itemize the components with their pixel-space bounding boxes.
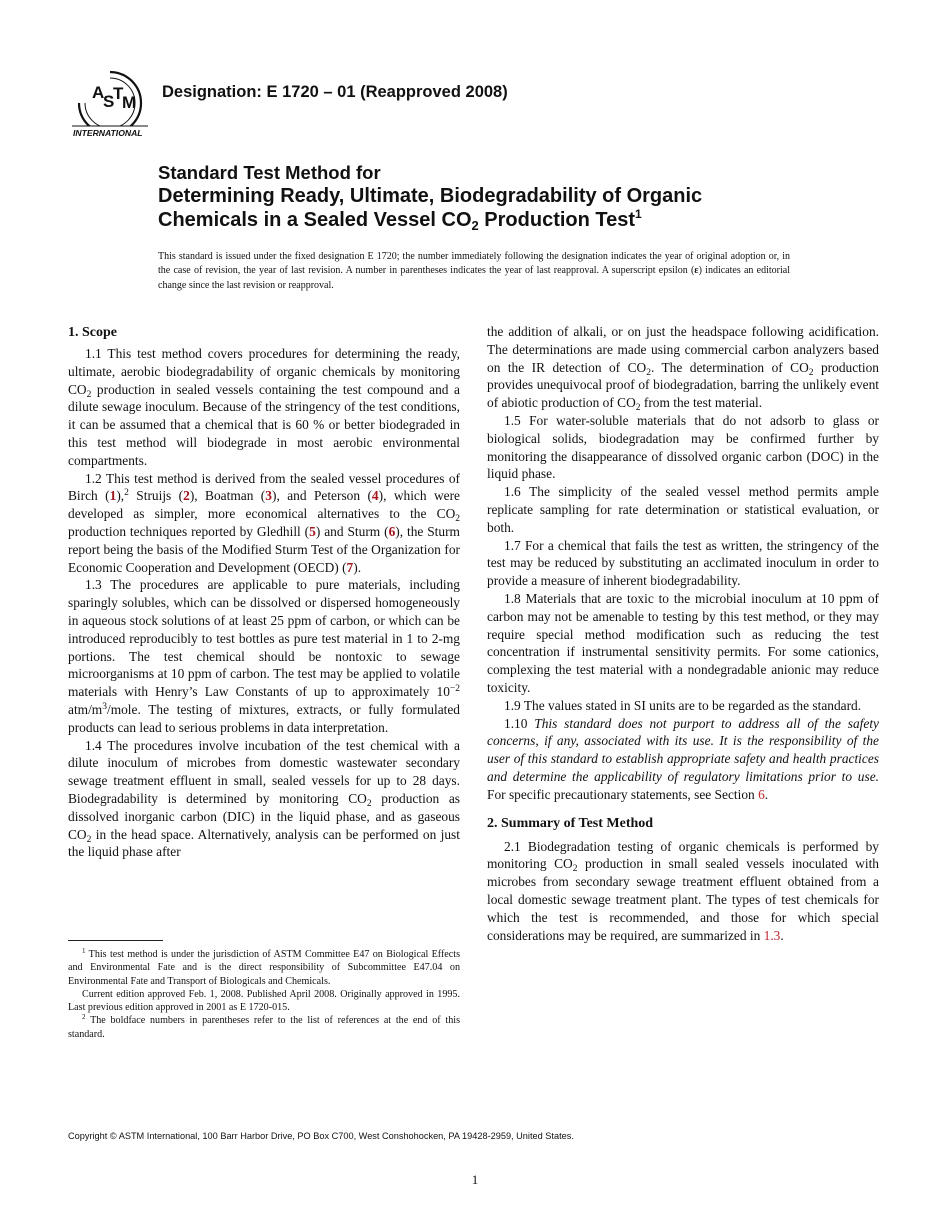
reference-link[interactable]: 6 [388,523,396,539]
footnote-divider [68,940,163,941]
footnote-1: $^1$ This test method is under the jurisdiction of ASTM Committee E47 on Biological Effects and Environmental Fate and is the direct responsibility of Subcommittee E47.04 on Environmental Fate and Transport of Biologicals and Chemicals. [68,947,460,987]
footnotes [68,948,460,1041]
astm-logo [70,68,150,140]
section-link[interactable]: 1.3 [763,927,781,943]
reference-link[interactable]: 7 [346,559,354,575]
reference-link[interactable]: 1 [109,488,117,504]
designation: Designation: E 1720 – 01 (Reapproved 2008) [162,83,508,101]
title-line-3: Chemicals in a Sealed Vessel $CO_2$ Production Test$^1$ [158,207,642,233]
section-heading-scope: 1. Scope [68,325,117,340]
paragraph-1-1: 1.1 This test method covers procedures for determining the ready, ultimate, aerobic biodegradability of organic chemicals by monitoring $CO_2$ production in sealed vessels containing the test compound and a dilute sewage inoculum. Because of the stringency of the test conditions, it can be assumed that a chemical that is 60 % or better biodegraded in this test method will biodegrade in most aerobic environmental compartments. [68,346,460,468]
paragraph-1-7: 1.7 For a chemical that fails the test as written, the stringency of the test may be reduced by substituting an acclimated inoculum in order to provide a measure of inherent biodegradability. [487,537,879,589]
footnote-marker[interactable]: 1 [635,207,642,221]
page-number: 1 [471,1172,479,1187]
reference-link[interactable]: 2 [183,488,190,504]
paragraph-1-9: 1.9 The values stated in SI units are to be regarded as the standard. [504,697,862,713]
footnote-marker[interactable]: 2 [124,488,129,499]
paragraph-1-5: 1.5 For water-soluble materials that do not adsorb to glass or biological solids, biodegradation may be confirmed further by monitoring the disappearance of dissolved organic carbon (DOC) in the liquid phase. [487,412,879,482]
document-title [158,162,858,232]
footnote-1-edition: Current edition approved Feb. 1, 2008. Published April 2008. Originally approved in 1995. Last previous edition approved in 2001 as E 1720-015. [68,988,460,1014]
paragraph-1-2: 1.2 This test method is derived from the sealed vessel procedures of Birch (1),$^2$ Struijs (2), Boatman (3), and Peterson (4), which were developed as simpler, more economical alternatives to the $CO_2$ production techniques reported by Gledhill (5) and Sturm (6), the Sturm report being the basis of the Modified Sturm Test of the Organization for Economic Cooperation and Development (OECD) (7). [68,470,460,575]
svg-text:M: M [122,93,137,112]
title-line-2: Determining Ready, Ultimate, Biodegradability of Organic [158,185,703,207]
svg-text:A: A [92,83,105,102]
footnote-2: $^2$ The boldface numbers in parentheses refer to the list of references at the end of this standard. [68,1013,460,1040]
issuance-notice: This standard is issued under the fixed designation E 1720; the number immediately following the designation indicates the year of original adoption or, in the case of revision, the year of last revision. A number in parentheses indicates the year of last reapproval. A superscript epsilon (ε) indicates an editorial change since the last revision or reapproval. [158,251,790,291]
section-heading-summary: 2. Summary of Test Method [487,815,654,831]
left-column [68,323,460,861]
svg-text:T: T [113,84,124,103]
svg-text:INTERNATIONAL: INTERNATIONAL [73,128,143,138]
right-column [487,323,879,944]
title-line-1: Standard Test Method for [158,162,381,183]
svg-text:S: S [103,92,115,111]
paragraph-1-4-continued: the addition of alkali, or on just the headspace following acidification. The determinations are made using commercial carbon analyzers based on the IR detection of $CO_2$. The determination of $CO_2$ production provides unequivocal proof of biodegradation, barring the unlikely event of abiotic production of $CO_2$ from the test material. [487,324,879,414]
reference-link[interactable]: 5 [309,523,316,539]
paragraph-1-6: 1.6 The simplicity of the sealed vessel method permits ample replicate sampling for rate determination or statistical evaluation, or both. [487,484,879,535]
paragraph-2-1: 2.1 Biodegradation testing of organic chemicals is performed by monitoring $CO_2$ production in small sealed vessels inoculated with microbes from secondary sewage treatment effluent obtained from a local domestic sewage treatment plant. The types of test chemicals for which the test is recommended, and those for which special considerations may be required, are summarized in 1.3. [487,838,879,943]
copyright-notice: Copyright © ASTM International, 100 Barr Harbor Drive, PO Box C700, West Conshohocken, PA 19428-2959, United States. [68,1131,574,1141]
paragraph-1-8: 1.8 Materials that are toxic to the microbial inoculum at 10 ppm of carbon may not be amenable to testing by this test method, or they may require special method modification such as reducing the test concentration if instrumental sensitivity permits. For some cationics, complexing the test material with a nondegradable anionic may reduce toxicity. [487,590,879,695]
paragraph-1-3: 1.3 The procedures are applicable to pure materials, including sparingly solubles, which can be dissolved or dispersed homogeneously in aqueous stock solutions of at least 25 ppm of carbon, or which can be introduced reproducibly to test bottles as pure test material in 1 to 2-mg portions. The test chemical should be nontoxic to sewage microorganisms at 10 ppm of carbon. The test may be applied to volatile materials with Henry’s Law Constants of up to approximately $10^{-2}$ atm/$m^3$/mole. The testing of mixtures, extracts, or fully formulated products can lead to serious problems in data interpretation. [68,577,460,735]
reference-link[interactable]: 3 [265,488,272,504]
paragraph-1-10: 1.10 This standard does not purport to address all of the safety concerns, if any, associated with its use. It is the responsibility of the user of this standard to establish appropriate safety and health practices and determine the applicability of regulatory limitations prior to use. For specific precautionary statements, see Section 6. [487,715,880,802]
astm-logo-graphic [70,68,150,140]
paragraph-1-4: 1.4 The procedures involve incubation of the test chemical with a dilute inoculum of microbes from domestic wastewater secondary sewage treatment effluent in small, sealed vessels for up to 28 days. Biodegradability is determined by monitoring $CO_2$ production as dissolved inorganic carbon (DIC) in the liquid phase, and as gaseous $CO_2$ in the head space. Alternatively, analysis can be performed on just the liquid phase after [68,737,460,860]
reference-link[interactable]: 4 [371,488,379,504]
section-link[interactable]: 6 [758,786,765,802]
